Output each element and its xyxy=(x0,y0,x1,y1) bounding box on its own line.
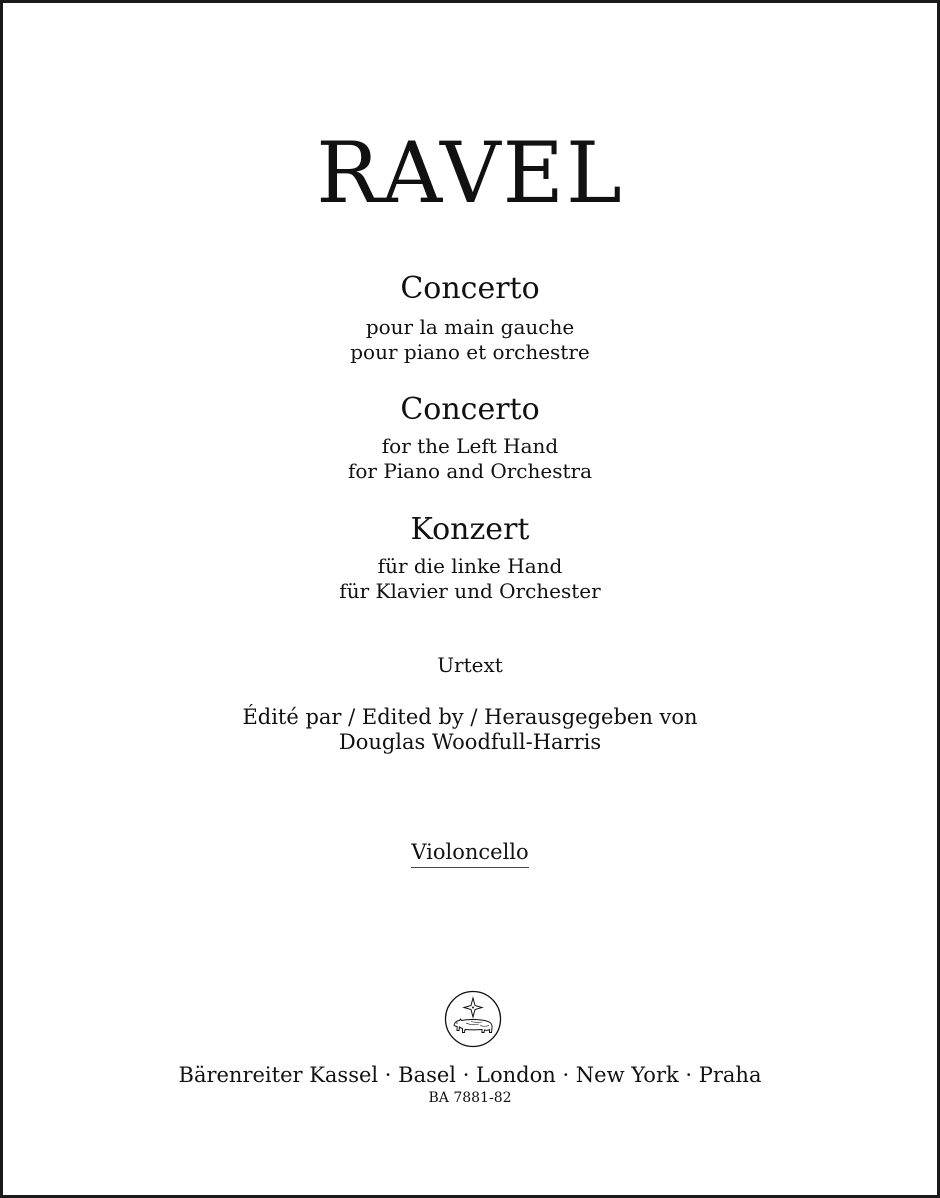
subtitle-french-line1: pour la main gauche xyxy=(365,315,575,339)
subtitle-english-line2: for Piano and Orchestra xyxy=(347,459,593,483)
part-label-wrap xyxy=(3,839,937,868)
edited-by-label: Édité par / Edited by / Herausgegeben von xyxy=(242,705,698,729)
baerenreiter-bear-star-logo-icon xyxy=(444,990,502,1048)
subtitle-german-line2: für Klavier und Orchester xyxy=(339,579,601,603)
subtitle-french-line2: pour piano et orchestre xyxy=(350,340,590,364)
subtitle-german-line1: für die linke Hand xyxy=(377,554,563,578)
work-title-french: Concerto xyxy=(400,271,540,306)
editor-name: Douglas Woodfull-Harris xyxy=(338,730,602,754)
subtitle-english-line1: for the Left Hand xyxy=(381,434,559,458)
catalog-number: BA 7881-82 xyxy=(428,1090,512,1106)
work-title-german: Konzert xyxy=(410,512,530,547)
composer-name: RAVEL xyxy=(316,124,624,222)
instrument-part-label: Violoncello xyxy=(411,839,528,868)
work-title-english: Concerto xyxy=(400,392,540,427)
publisher-line: Bärenreiter Kassel · Basel · London · New York · Praha xyxy=(178,1063,762,1087)
urtext-label: Urtext xyxy=(437,653,503,677)
